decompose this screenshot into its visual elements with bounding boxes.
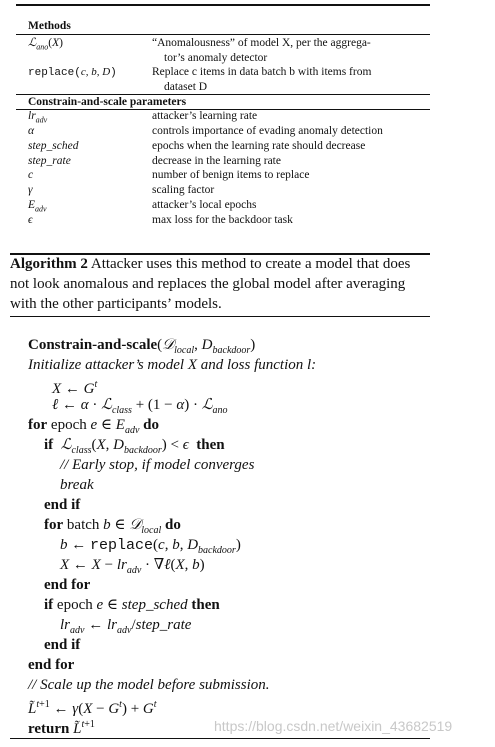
algorithm-line: Constrain-and-scale(𝒟$_{local}$, $D_{backdoor}$) xyxy=(28,337,256,356)
algorithm-line: for epoch e ∈ $E_{adv}$ do xyxy=(28,417,159,436)
param-symbol: step_sched xyxy=(28,140,79,152)
methods-header-rule xyxy=(16,34,430,35)
algorithm-line: for batch b ∈ 𝒟$_{local}$ do xyxy=(44,517,181,536)
algorithm-line: end if xyxy=(44,497,81,513)
algorithm-line: if epoch e ∈ step_sched then xyxy=(44,597,220,613)
param-description: controls importance of evading anomaly detection xyxy=(152,125,383,137)
method-symbol: ℒ$_{ano}$(X) xyxy=(28,37,64,52)
param-symbol: α xyxy=(28,125,35,137)
method-desc-line: “Anomalousness” of model X, per the aggrega- xyxy=(152,37,371,49)
algorithm-line: ℓ ← α · ℒ$_{class}$ + (1 − α) · ℒ$_{ano}$ xyxy=(52,397,228,416)
param-description: attacker’s learning rate xyxy=(152,110,258,122)
algorithm-line: if ℒ$_{class}$(X, $D_{backdoor}) < \epsilon$ then xyxy=(44,437,225,456)
algorithm-line: X ← $G^t$ xyxy=(52,379,98,397)
method-desc-cont: tor’s anomaly detector xyxy=(164,51,268,64)
param-symbol: $lr_{adv}$ xyxy=(28,110,48,125)
algorithm-line: X ← $X - lr_{adv}$ · ∇ℓ(X, b) xyxy=(60,557,205,576)
algorithm-line: return L̃$^{t+1}$ xyxy=(28,719,95,737)
algorithm-line: $lr_{adv}$ ← $lr_{adv}/step\_rate$ xyxy=(60,617,192,636)
algorithm-bottom-rule xyxy=(10,738,430,739)
param-symbol: ϵ xyxy=(28,214,33,226)
algorithm-line: L̃$^{t+1}$ ← $\gamma(X - G^t) + G^t$ xyxy=(28,699,157,717)
param-description: max loss for the backdoor task xyxy=(152,214,293,226)
param-description: number of benign items to replace xyxy=(152,169,310,181)
params-header: Constrain-and-scale parameters xyxy=(28,96,187,108)
algorithm-line: end for xyxy=(28,657,75,673)
param-symbol: γ xyxy=(28,184,33,196)
methods-header: Methods xyxy=(28,20,71,32)
notation-table-crop xyxy=(16,0,430,230)
algorithm-line: Initialize attacker’s model X and loss function l: xyxy=(28,357,317,373)
method-description xyxy=(152,65,424,94)
method-desc-line: Replace c items in data batch b with items from xyxy=(152,66,372,78)
param-description: scaling factor xyxy=(152,184,215,196)
algorithm-caption xyxy=(10,254,432,314)
param-symbol: step_rate xyxy=(28,155,71,167)
param-description: epochs when the learning rate should decrease xyxy=(152,140,366,152)
param-symbol: $E_{adv}$ xyxy=(28,199,47,214)
watermark: https://blog.csdn.net/weixin_43682519 xyxy=(214,718,453,734)
table-top-rule xyxy=(16,4,430,6)
method-desc-cont: dataset D xyxy=(164,80,208,93)
algorithm-line: b ← replace(c, b, $D_{backdoor}$) xyxy=(60,537,241,556)
algorithm-line: end for xyxy=(44,577,91,593)
algorithm-line: end if xyxy=(44,637,81,653)
param-description: decrease in the learning rate xyxy=(152,155,281,167)
algorithm-line: // Early stop, if model converges xyxy=(60,457,255,473)
method-description xyxy=(152,36,424,65)
algorithm-line: break xyxy=(60,477,94,493)
algorithm-label: Algorithm 2 xyxy=(10,256,88,272)
algorithm-caption-text: Attacker uses this method to create a model that does not look anomalous and replaces the global model after averaging with the other participants’ models. xyxy=(10,256,411,312)
method-symbol: replace(c, b, D) xyxy=(28,66,117,79)
algorithm-caption-rule xyxy=(10,316,430,317)
param-description: attacker’s local epochs xyxy=(152,199,257,211)
algorithm-line: // Scale up the model before submission. xyxy=(28,677,270,693)
param-symbol: c xyxy=(28,169,34,181)
